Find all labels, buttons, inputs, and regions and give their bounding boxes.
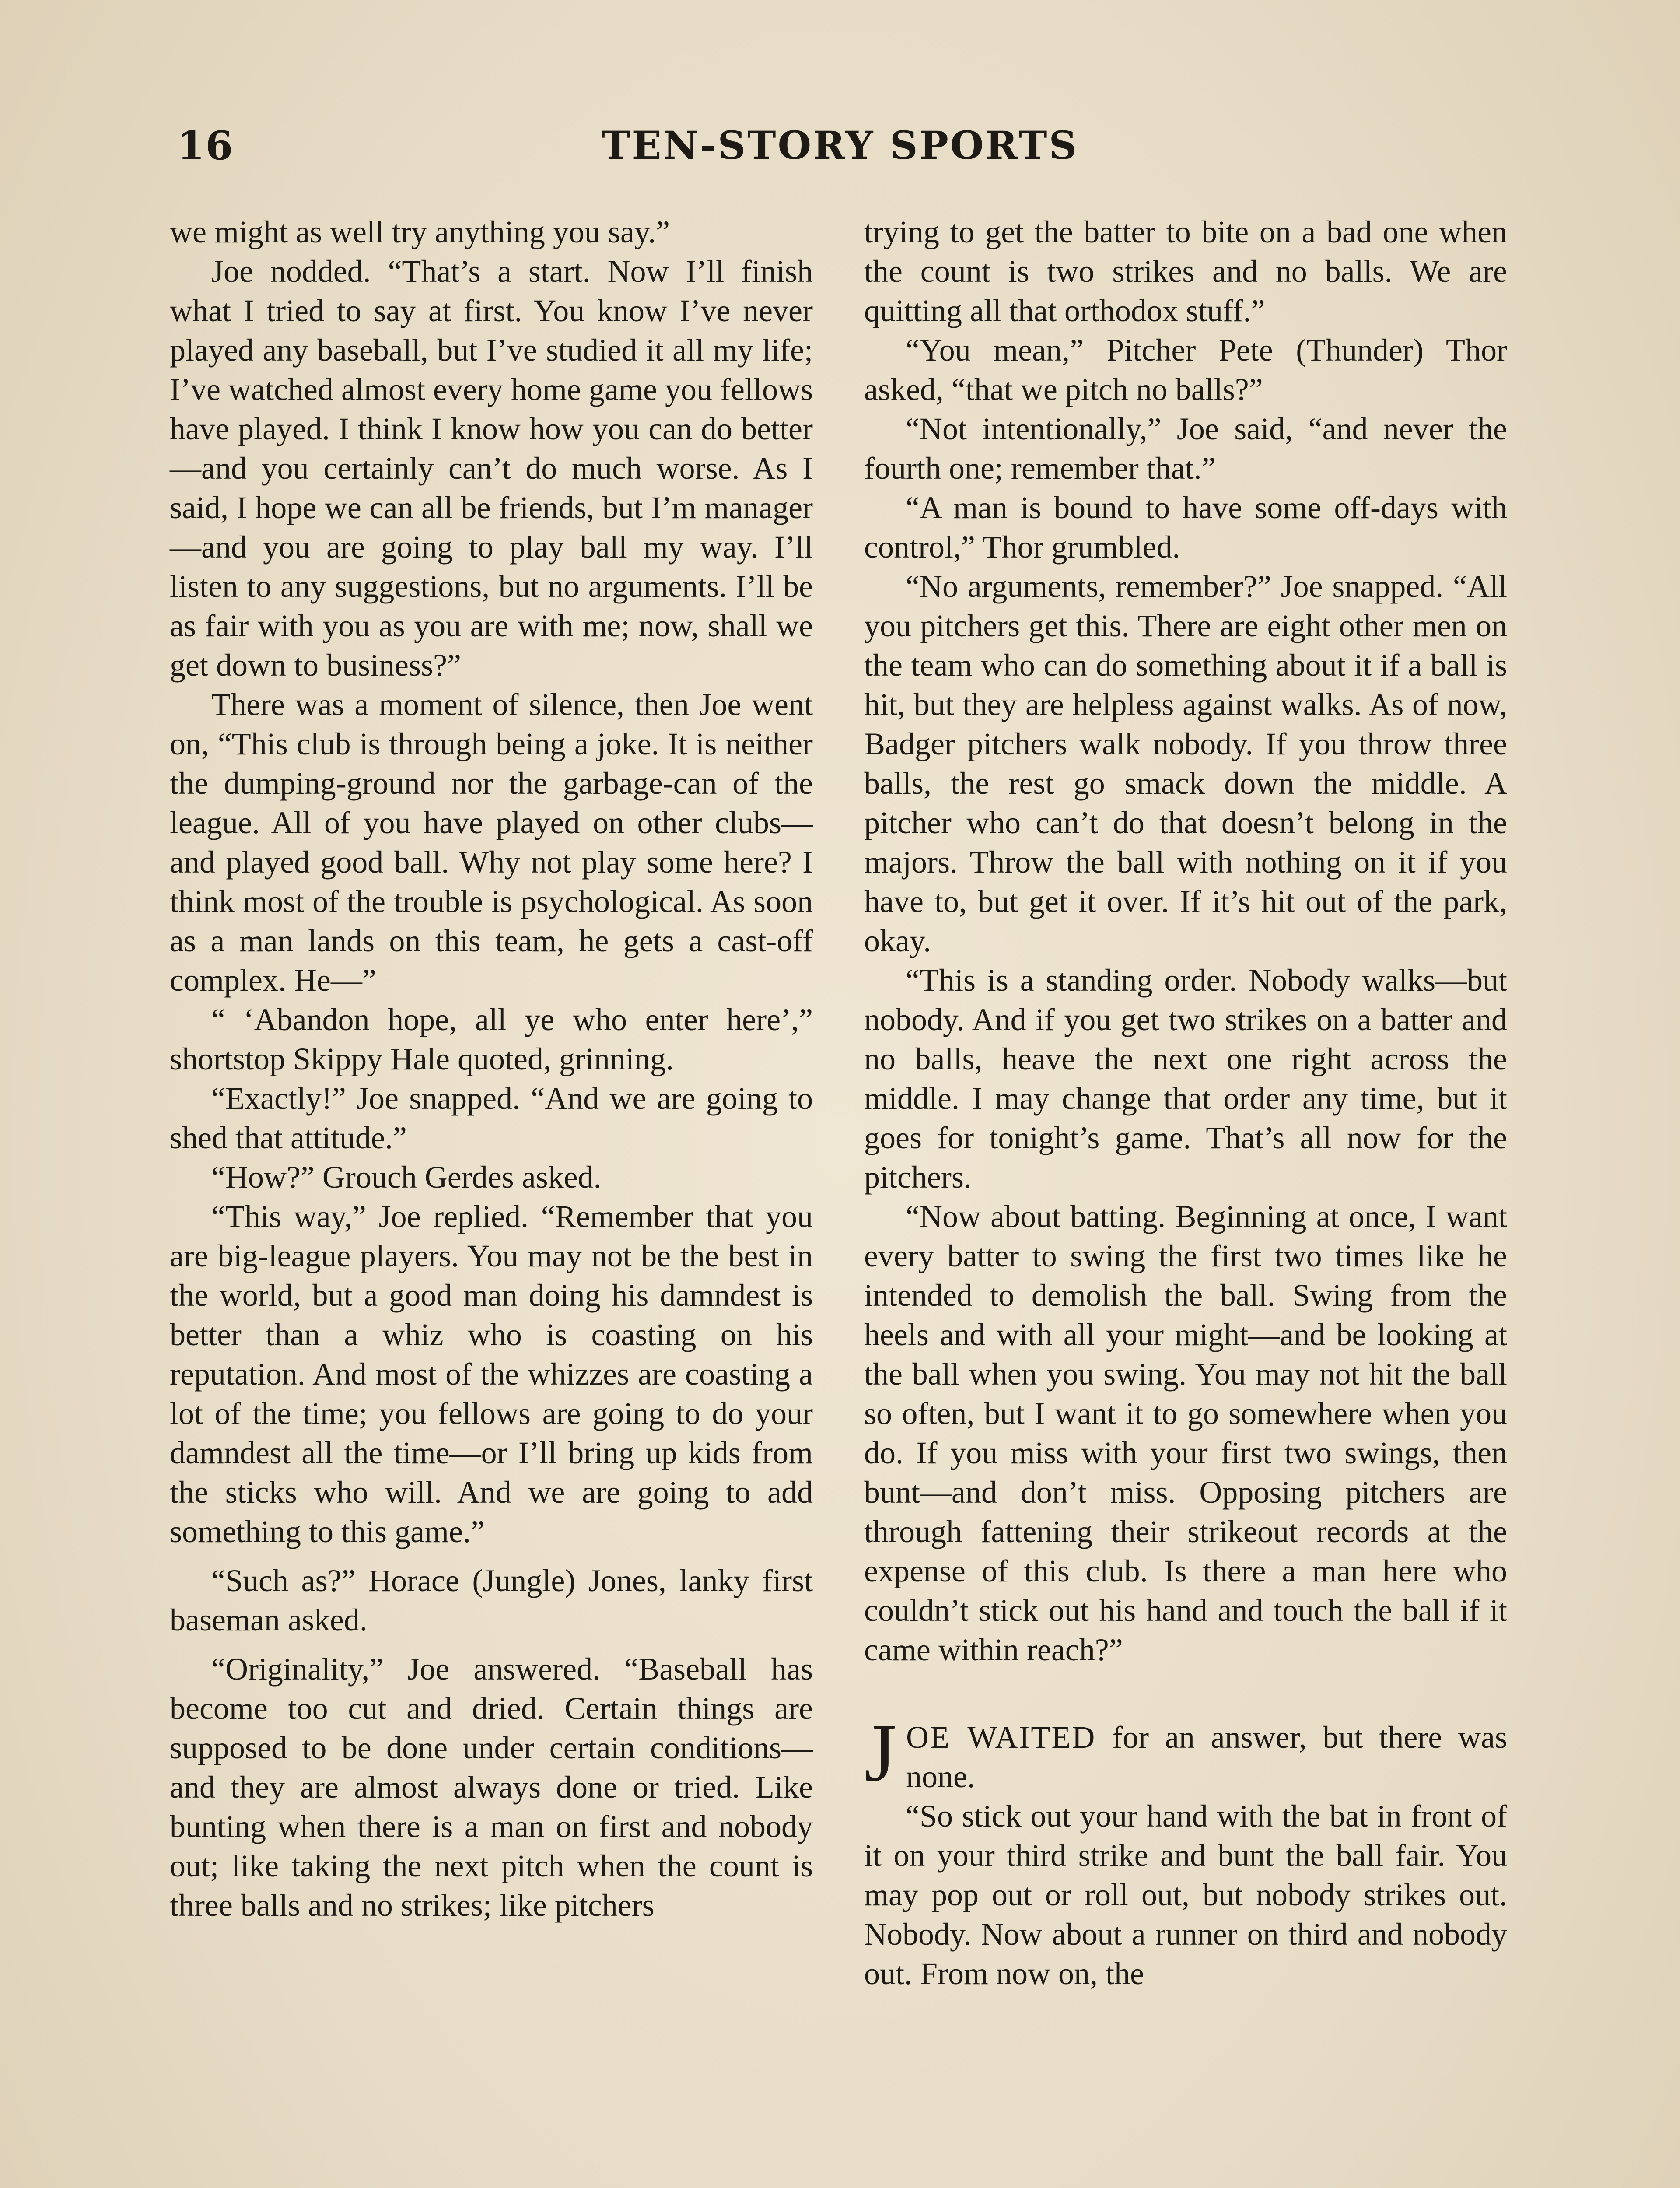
lead-in-caps: OE WAITED [906,1720,1096,1755]
paragraph: “Not intentionally,” Joe said, “and never the fourth one; remember that.” [864,411,1507,486]
drop-cap: J [864,1707,896,1799]
paragraph: “So stick out your hand with the bat in front of it on your third strike and bunt the ball fair. You may pop out or roll out, but nobody strikes out. Nobody. Now about a runner on third and nobody out. From now on, the [864,1799,1507,1991]
paragraph: “Now about batting. Beginning at once, I want every batter to swing the first two times like he intended to demolish the ball. Swing from the heels and with all your might—and be looking at the ball when you swing. You may not hit the ball so often, but I want it to go somewhere when you do. If you miss with your first two swings, then bunt—and don’t miss. Opposing pitchers are through fattening their strikeout records at the expense of this club. Is there a man here who couldn’t stick out his hand and touch the ball if it came within reach?” [864,1199,1507,1667]
paragraph: “This is a standing order. Nobody walks—but nobody. And if you get two strikes on a batter and no balls, heave the next one right across the middle. I may change that order any time, but it goes for tonight’s game. That’s all now for the pitchers. [864,963,1507,1195]
paragraph-text: for an answer, but there was none. [906,1720,1507,1794]
paragraph: “This way,” Joe replied. “Remember that you are big-league players. You may not be the best in the world, but a good man doing his damndest is better than a whiz who is coasting on his reputation. And most of the whizzes are coasting a lot of the time; you fellows are going to do your damndest all the time—or I’ll bring up kids from the sticks who will. And we are going to add something to this game.” [170,1199,813,1549]
paragraph: “No arguments, remember?” Joe snapped. “All you pitchers get this. There are eight other men on the team who can do something about it if a ball is hit, but they are helpless against walks. As of now, Badger pitchers walk nobody. If you throw three balls, the rest go smack down the middle. A pitcher who can’t do that doesn’t belong in the majors. Throw the ball with nothing on it if you have to, but get it over. If it’s hit out of the park, okay. [864,569,1507,958]
magazine-title: TEN-STORY SPORTS [601,123,1079,168]
paragraph: “How?” Grouch Gerdes asked. [211,1160,602,1195]
paragraph: “ ‘Abandon hope, all ye who enter here’,” shortstop Skippy Hale quoted, grinning. [170,1002,813,1076]
paragraph: trying to get the batter to bite on a bad one when the count is two strikes and no balls. We are quitting all that orthodox stuff.” [864,214,1507,328]
page-number: 16 [177,123,234,169]
right-column [864,212,1507,1993]
paragraph: “You mean,” Pitcher Pete (Thunder) Thor asked, “that we pitch no balls?” [864,333,1507,407]
section-opening-paragraph [864,1707,1507,1799]
left-column [170,212,813,1925]
paragraph: There was a moment of silence, then Joe went on, “This club is through being a joke. It is neither the dumping-ground nor the garbage-can of the league. All of you have played on other clubs—and played good ball. Why not play some here? I think most of the trouble is psychological. As soon as a man lands on this team, he gets a cast-off complex. He—” [170,687,813,998]
paragraph: “A man is bound to have some off-days with control,” Thor grumbled. [864,490,1507,565]
paragraph: “Exactly!” Joe snapped. “And we are going to shed that attitude.” [170,1081,813,1155]
paragraph: Joe nodded. “That’s a start. Now I’ll finish what I tried to say at first. You know I’ve never played any baseball, but I’ve studied it all my life; I’ve watched almost every home game you fellows have played. I think I know how you can do better—and you certainly can’t do much worse. As I said, I hope we can all be friends, but I’m manager—and you are going to play ball my way. I’ll listen to any suggestions, but no arguments. I’ll be as fair with you as you are with me; now, shall we get down to business?” [170,254,813,683]
paragraph: we might as well try anything you say.” [170,214,670,249]
paragraph: “Such as?” Horace (Jungle) Jones, lanky first baseman asked. [170,1563,813,1637]
running-head [0,123,1680,175]
paragraph: “Originality,” Joe answered. “Baseball has become too cut and dried. Certain things are supposed to be done under certain conditions—and they are almost always done or tried. Like bunting when there is a man on first and nobody out; like taking the next pitch when the count is three balls and no strikes; like pitchers [170,1652,813,1923]
